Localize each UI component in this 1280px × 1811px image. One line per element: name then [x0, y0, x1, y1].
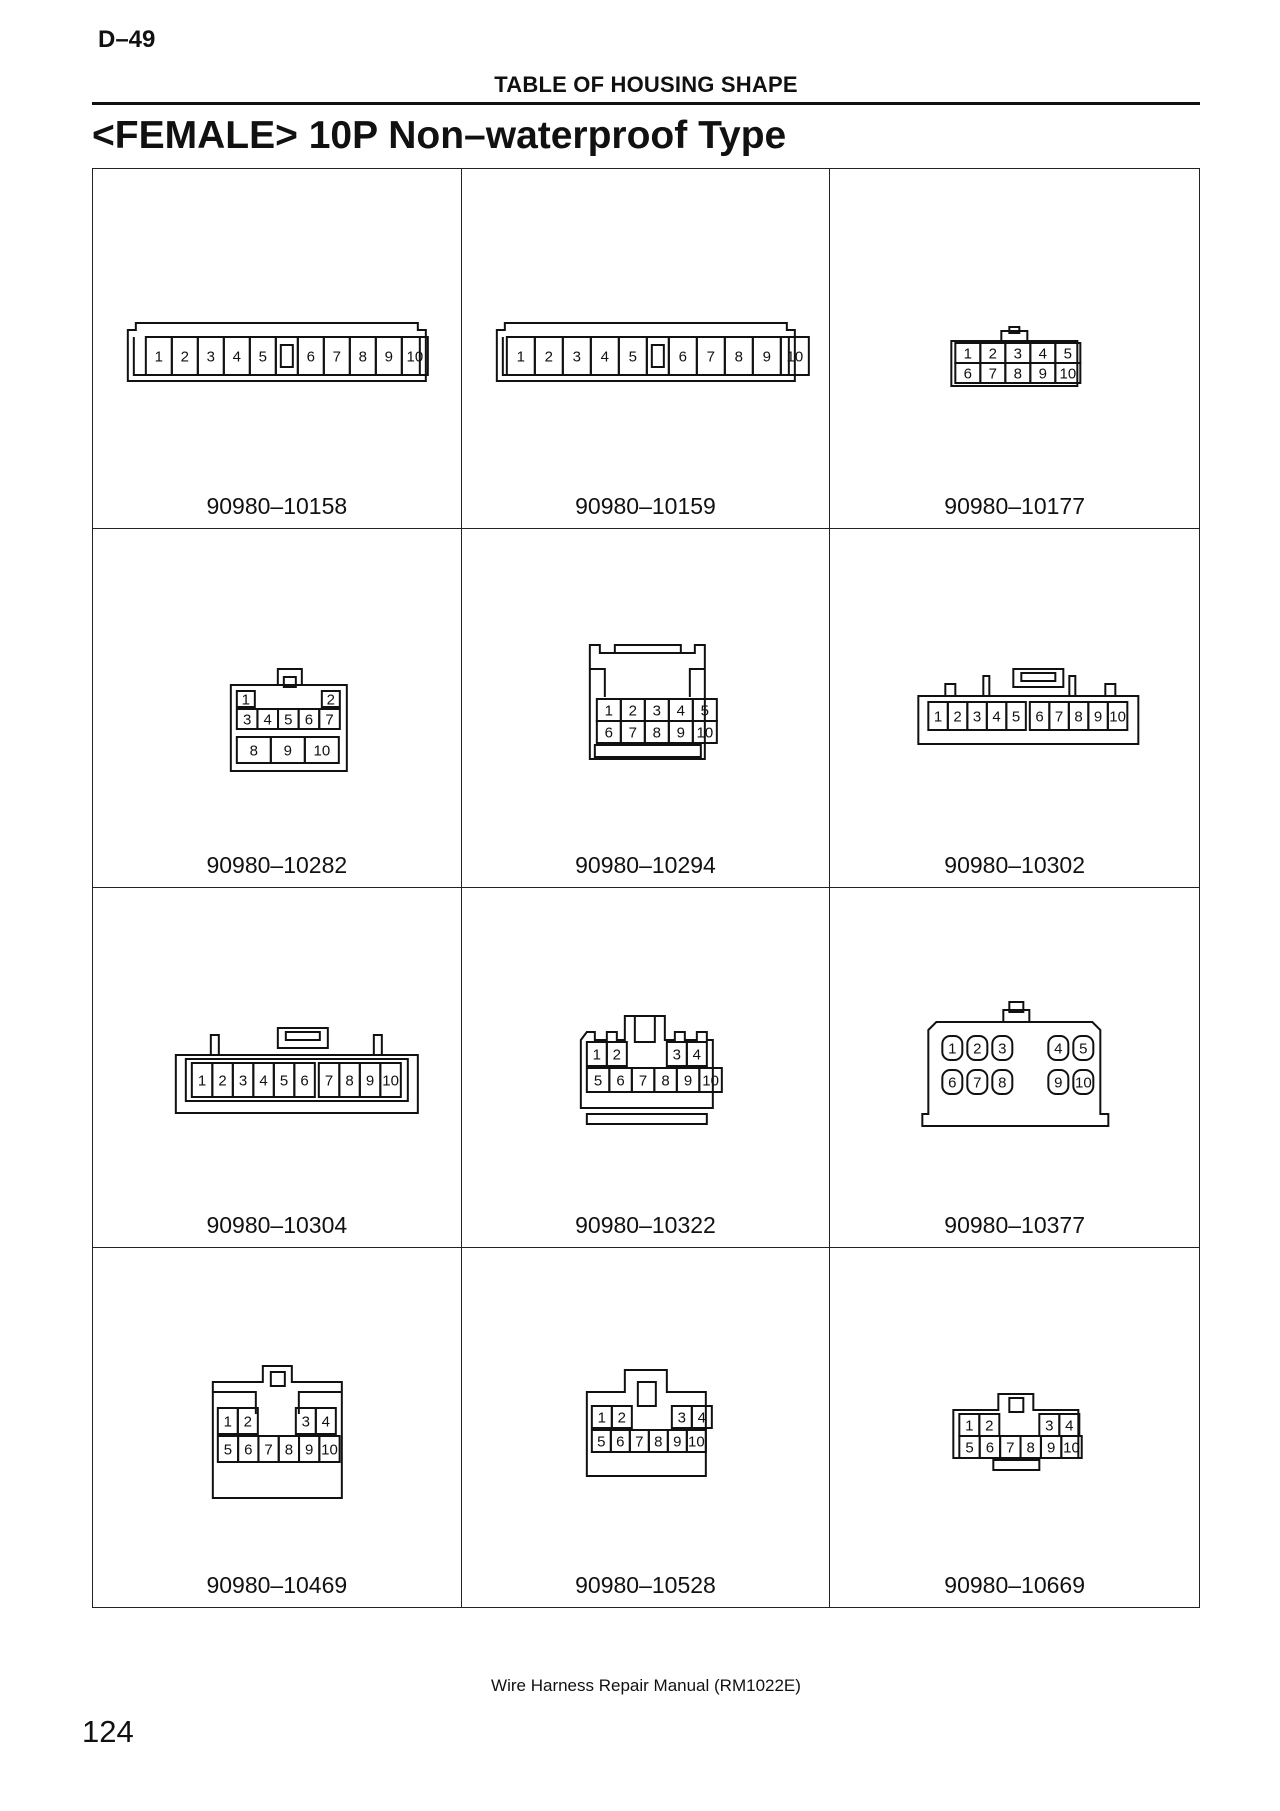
part-number: 90980–10322	[575, 1211, 716, 1238]
pin-number: 9	[683, 1072, 692, 1090]
pin-number: 10	[1109, 708, 1127, 725]
connector-cell	[93, 1248, 462, 1608]
pin-number: 6	[300, 1072, 309, 1090]
pin-number: 8	[1074, 708, 1084, 725]
connector-cell	[462, 888, 831, 1248]
pin-number: 5	[596, 1433, 606, 1450]
pin-number: 1	[223, 1413, 232, 1430]
connector-housing-single-row-icon	[830, 569, 1199, 849]
pin-number: 7	[973, 1074, 982, 1092]
pin-number: 5	[700, 702, 709, 719]
pin-number: 8	[998, 1074, 1007, 1092]
connector-housing-latched-icon	[462, 569, 830, 849]
connector-cell	[93, 888, 462, 1248]
pin-number: 3	[242, 711, 252, 728]
pin-number: 1	[154, 348, 163, 366]
pin-number: 1	[516, 348, 525, 366]
pin-number: 1	[948, 1040, 957, 1058]
pin-number: 5	[593, 1072, 602, 1090]
part-number: 90980–10377	[944, 1211, 1086, 1238]
connector-housing-flat-icon	[93, 209, 461, 489]
pin-number: 7	[1055, 708, 1064, 725]
pin-number: 5	[1079, 1040, 1088, 1058]
pin-number: 9	[762, 348, 771, 366]
pin-number: 4	[1038, 345, 1048, 363]
housing-outline	[614, 645, 680, 653]
housing-outline	[919, 696, 1139, 744]
housing-outline	[271, 1372, 285, 1386]
connector-cell	[830, 1248, 1199, 1608]
pin-number: 7	[638, 1072, 647, 1090]
pin-number: 7	[628, 724, 637, 741]
pin-number: 8	[652, 724, 661, 741]
pin-number: 8	[661, 1072, 670, 1090]
housing-outline	[586, 1114, 706, 1124]
pin-number: 9	[1054, 1074, 1063, 1092]
housing-outline	[281, 345, 293, 367]
part-number: 90980–10669	[944, 1572, 1086, 1598]
pin-number: 7	[634, 1433, 644, 1450]
part-number: 90980–10159	[575, 492, 716, 519]
pin-number: 4	[992, 708, 1002, 725]
housing-outline	[1022, 673, 1056, 681]
part-number: 90980–10294	[575, 852, 716, 878]
pin-number: 4	[232, 348, 241, 366]
connector-drawing	[830, 569, 1199, 849]
connector-housing	[580, 1016, 721, 1124]
connector-drawing	[93, 928, 461, 1208]
part-number: 90980–10282	[206, 852, 348, 878]
connector-housing	[952, 327, 1081, 386]
pin-number: 4	[1065, 1417, 1074, 1434]
connector-drawing	[93, 209, 461, 489]
pin-number: 2	[617, 1409, 626, 1426]
housing-outline	[213, 1392, 342, 1414]
housing-outline	[651, 345, 663, 367]
section-title: TABLE OF HOUSING SHAPE	[494, 72, 798, 97]
pin-number: 10	[313, 742, 331, 759]
housing-outline	[646, 337, 668, 375]
pin-number: 3	[652, 702, 661, 719]
pin-number: 1	[965, 1417, 974, 1434]
pin-number: 3	[973, 708, 982, 725]
connector-housing-rounded-icon	[830, 928, 1199, 1208]
pin-number: 8	[653, 1433, 663, 1450]
connector-housing-center-lock-icon	[830, 1288, 1199, 1568]
pin-number: 5	[965, 1439, 975, 1456]
pin-number: 9	[305, 1441, 314, 1458]
pin-number: 1	[934, 708, 943, 725]
connector-housing	[231, 669, 347, 771]
pin-number: 6	[616, 1072, 625, 1090]
pin-number: 3	[301, 1413, 310, 1430]
pin-number: 8	[1026, 1439, 1036, 1456]
pin-number: 2	[973, 1040, 982, 1058]
pin-number: 3	[572, 348, 581, 366]
pin-number: 6	[963, 365, 973, 383]
connector-housing	[923, 1002, 1109, 1126]
housing-outline	[286, 1032, 320, 1040]
connector-cell	[93, 529, 462, 889]
connector-housing-three-row-icon	[93, 569, 461, 849]
pin-number: 5	[258, 348, 267, 366]
connector-housing-small-icon	[830, 209, 1199, 489]
pin-number: 2	[544, 348, 553, 366]
pin-number: 2	[953, 708, 963, 725]
part-number: 90980–10158	[206, 492, 348, 519]
housing-outline	[946, 684, 956, 696]
pin-number: 7	[988, 365, 998, 383]
connector-cell	[830, 169, 1199, 529]
pin-number: 3	[206, 348, 215, 366]
pin-number: 2	[243, 1413, 252, 1430]
pin-number: 1	[604, 702, 613, 719]
pin-number: 10	[1075, 1074, 1092, 1092]
part-number: 90980–10469	[206, 1572, 348, 1598]
part-number: 90980–10528	[575, 1572, 716, 1598]
connector-drawing	[462, 569, 830, 849]
housing-outline	[1106, 684, 1116, 696]
pin-number: 5	[284, 711, 293, 728]
part-number: 90980–10177	[944, 492, 1086, 519]
connector-cell	[462, 1248, 831, 1608]
connector-housing	[496, 323, 808, 381]
pin-number: 9	[283, 742, 292, 759]
page-title: <FEMALE> 10P Non–waterproof Type	[92, 114, 787, 157]
connector-housing-single-row-icon	[93, 928, 461, 1208]
pin-number: 4	[1054, 1040, 1063, 1058]
pin-number: 7	[325, 711, 334, 728]
page-code: D–49	[98, 26, 156, 53]
pin-number: 5	[1063, 345, 1073, 363]
housing-outline	[1010, 1398, 1024, 1412]
pin-number: 5	[223, 1441, 233, 1458]
pin-number: 3	[998, 1040, 1007, 1058]
pin-number: 2	[988, 345, 998, 363]
pin-number: 6	[1035, 708, 1045, 725]
pin-number: 6	[986, 1439, 995, 1456]
pin-number: 3	[1045, 1417, 1054, 1434]
pin-number: 2	[612, 1046, 621, 1064]
pin-number: 5	[279, 1072, 289, 1090]
connector-cell	[462, 529, 831, 889]
pin-number: 8	[249, 742, 258, 759]
header-rule	[92, 102, 1200, 105]
pin-number: 1	[963, 345, 973, 363]
pin-number: 1	[197, 1072, 207, 1090]
pin-number: 4	[600, 348, 609, 366]
pin-number: 4	[692, 1046, 701, 1064]
connector-cell	[830, 529, 1199, 889]
connector-housing-flat-icon	[462, 209, 830, 489]
pin-number: 8	[345, 1072, 354, 1090]
connector-housing	[213, 1366, 342, 1498]
pin-number: 10	[406, 348, 424, 366]
page-number: 124	[82, 1714, 134, 1749]
pin-number: 10	[1063, 1439, 1081, 1456]
pin-number: 1	[592, 1046, 601, 1064]
connector-housing	[176, 1028, 418, 1113]
connector-housing	[586, 1370, 711, 1476]
pin-number: 5	[1012, 708, 1021, 725]
connector-drawing	[93, 1288, 461, 1568]
pin-number: 2	[628, 702, 637, 719]
pin-number: 7	[1006, 1439, 1015, 1456]
connector-cell	[93, 169, 462, 529]
pin-number: 9	[672, 1433, 682, 1450]
pin-number: 6	[678, 348, 687, 366]
pin-number: 3	[238, 1072, 248, 1090]
pin-number: 6	[948, 1074, 957, 1092]
connector-housing	[589, 645, 716, 759]
pin-number: 2	[180, 348, 189, 366]
pin-number: 8	[734, 348, 743, 366]
part-number: 90980–10304	[206, 1211, 348, 1238]
housing-outline	[276, 337, 298, 375]
pin-number: 9	[676, 724, 685, 741]
pin-number: 4	[676, 702, 685, 719]
pin-number: 7	[324, 1072, 334, 1090]
housing-outline	[984, 676, 990, 696]
footer-manual-title: Wire Harness Repair Manual (RM1022E)	[491, 1676, 801, 1695]
connector-cell	[462, 169, 831, 529]
connector-cell	[830, 888, 1199, 1248]
pin-number: 4	[259, 1072, 268, 1090]
connector-drawing	[830, 928, 1199, 1208]
housing-shape-table	[92, 168, 1200, 1608]
housing-outline	[637, 1382, 655, 1406]
pin-number: 7	[264, 1441, 273, 1458]
pin-number: 8	[1013, 365, 1023, 383]
connector-housing	[954, 1394, 1082, 1470]
pin-number: 3	[672, 1046, 681, 1064]
pin-number: 10	[382, 1072, 399, 1090]
part-number: 90980–10302	[944, 852, 1086, 878]
pin-number: 10	[1059, 365, 1077, 383]
housing-outline	[634, 1016, 654, 1042]
pin-number: 6	[304, 711, 314, 728]
connector-drawing	[462, 209, 830, 489]
connector-drawing	[462, 1288, 830, 1568]
pin-number: 2	[326, 691, 335, 708]
pin-number: 6	[604, 724, 613, 741]
housing-outline	[994, 1460, 1040, 1470]
housing-outline	[374, 1035, 382, 1055]
connector-drawing	[830, 209, 1199, 489]
pin-number: 6	[244, 1441, 253, 1458]
pin-number: 2	[985, 1417, 994, 1434]
housing-outline	[589, 669, 704, 697]
pin-number: 9	[1047, 1439, 1056, 1456]
pin-number: 5	[628, 348, 637, 366]
pin-number: 10	[321, 1441, 338, 1458]
pin-number: 4	[697, 1409, 706, 1426]
pin-number: 10	[701, 1072, 719, 1090]
connector-drawing	[830, 1288, 1199, 1568]
pin-number: 6	[615, 1433, 625, 1450]
housing-outline	[1070, 676, 1076, 696]
pin-number: 9	[1038, 365, 1048, 383]
pin-number: 1	[597, 1409, 606, 1426]
pin-number: 9	[1094, 708, 1103, 725]
pin-number: 9	[384, 348, 393, 366]
connector-drawing	[93, 569, 461, 849]
pin-number: 7	[706, 348, 715, 366]
pin-number: 6	[306, 348, 315, 366]
pin-number: 3	[677, 1409, 686, 1426]
connector-housing	[128, 323, 428, 381]
pin-number: 4	[263, 711, 272, 728]
connector-housing-center-lock-icon	[462, 1288, 830, 1568]
pin-number: 7	[332, 348, 341, 366]
pin-number: 2	[218, 1072, 227, 1090]
pin-number: 10	[786, 348, 803, 366]
connector-housing-castellated-icon	[462, 928, 830, 1208]
pin-number: 8	[284, 1441, 294, 1458]
pin-number: 9	[365, 1072, 375, 1090]
housing-outline	[211, 1035, 219, 1055]
connector-housing-center-lock-icon	[93, 1288, 461, 1568]
pin-number: 10	[696, 724, 713, 741]
connector-housing	[919, 669, 1139, 744]
housing-outline	[594, 745, 700, 757]
pin-number: 10	[687, 1433, 705, 1450]
pin-number: 8	[358, 348, 367, 366]
pin-number: 1	[241, 691, 250, 708]
pin-number: 3	[1013, 345, 1023, 363]
pin-number: 4	[321, 1413, 330, 1430]
connector-drawing	[462, 928, 830, 1208]
